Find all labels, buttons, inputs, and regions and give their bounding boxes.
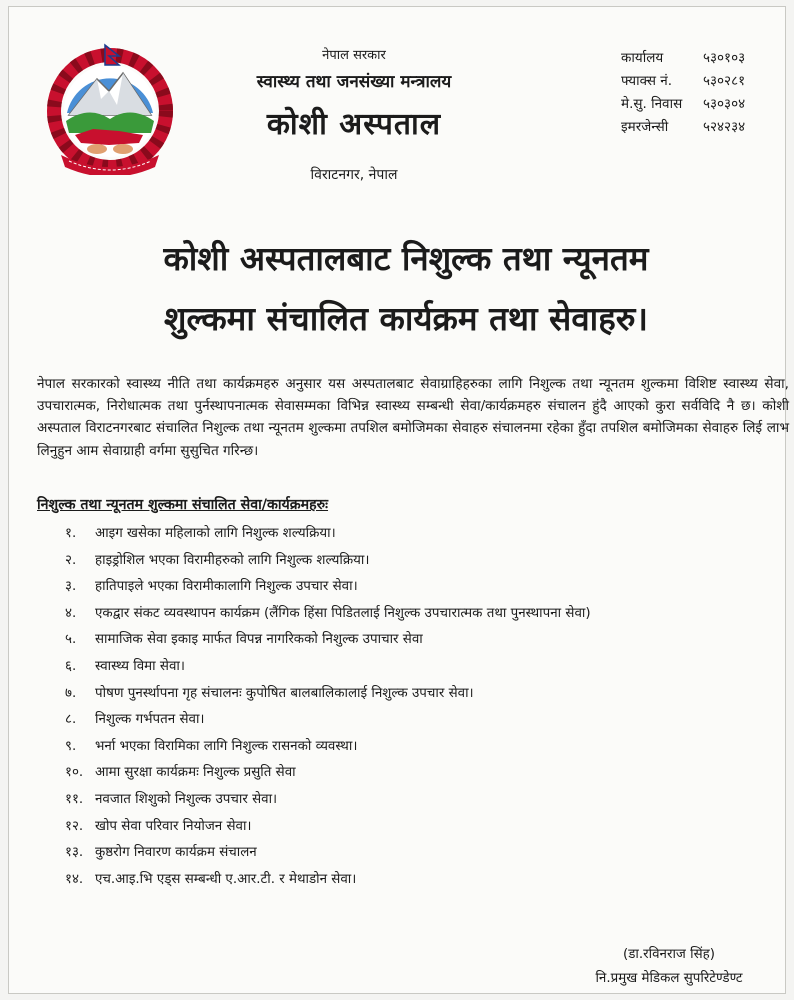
item-number: ९. — [65, 738, 77, 754]
contact-label: कार्यालय — [621, 50, 664, 66]
hospital-name: कोशी अस्पताल — [266, 107, 442, 142]
item-text: कुष्ठरोग निवारण कार्यक्रम संचालन — [95, 845, 257, 861]
item-text: आमा सुरक्षा कार्यक्रमः निशुल्क प्रसुति सेवा — [95, 765, 296, 781]
item-number: १. — [65, 526, 77, 541]
contact-value: ५३०२८१ — [703, 73, 746, 89]
item-text: आइग खसेका महिलाको लागि निशुल्क शल्यक्रिया। — [95, 526, 336, 541]
intro-paragraph: नेपाल सरकारको स्वास्थ्य नीति तथा कार्यक्रमहरु अनुसार यस अस्पतालबाट सेवाग्राहिहरुका लागि निशुल्क तथा न्यूनतम शुल्कमा विशिष्ट स्वास्थ्य सेवा, उपचारात्मक, निरोधात्मक तथा पुर्नस्थापनात्मक सेवासम्मका विभिन्न स्वास्थ्य सम्बन्धी सेवा/कार्यक्रमहरु संचालन हुंदै आएको कुरा सर्वविदि नै छ। कोशी अस्पताल विराटनगरबाट संचालित निशुल्क तथा न्यूनतम शुल्कमा तपशिल बमोजिमका सेवाहरु संचालनमा रहेका हुँदा तपशिल बमोजिमका सेवाहरु लिई लाभ लिनुहुन आम सेवाग्राही वर्गमा सुसुचित गरिन्छ। — [37, 375, 789, 459]
nepal-government-emblem-icon — [39, 43, 181, 175]
list-item — [65, 787, 785, 814]
contact-value: ५३०१०३ — [703, 50, 746, 66]
item-text: निशुल्क गर्भपतन सेवा। — [95, 712, 205, 728]
item-text: स्वास्थ्य विमा सेवा। — [95, 658, 185, 674]
contact-label: इमरजेन्सी — [621, 119, 669, 135]
item-text: एकद्वार संकट व्यवस्थापन कार्यक्रम (लैंगिक हिंसा पिडितलाई निशुल्क उपचारात्मक तथा पुनस्थापना सेवा) — [95, 605, 591, 621]
contact-row-fax — [621, 70, 791, 93]
notice-document — [8, 6, 789, 994]
list-item — [65, 840, 785, 867]
list-item — [65, 760, 785, 787]
list-item — [65, 574, 785, 601]
signature-block — [569, 943, 769, 991]
item-number: ३. — [65, 579, 77, 595]
contact-value: ५२४२३४ — [703, 119, 746, 135]
item-text: नवजात शिशुको निशुल्क उपचार सेवा। — [95, 791, 278, 807]
list-item — [65, 521, 785, 548]
services-list — [65, 521, 785, 893]
list-item — [65, 681, 785, 708]
list-item — [65, 627, 785, 654]
notice-title-line-2: शुल्कमा संचालित कार्यक्रम तथा सेवाहरु। — [164, 299, 648, 338]
item-text: हाइड्रोशिल भएका विरामीहरुको लागि निशुल्क शल्यक्रिया। — [95, 552, 370, 568]
letterhead — [199, 45, 509, 184]
services-heading: निशुल्क तथा न्यूनतम शुल्कमा संचालित सेवा/कार्यक्रमहरुः — [37, 497, 329, 513]
item-number: २. — [65, 552, 77, 568]
signatory-designation: नि.प्रमुख मेडिकल सुपरिटेण्डेण्ट — [595, 971, 743, 986]
item-number: ७. — [65, 685, 77, 701]
notice-title — [29, 229, 783, 349]
item-number: ५. — [65, 632, 77, 648]
contact-row-office — [621, 47, 791, 70]
hospital-address: विराटनगर, नेपाल — [310, 167, 398, 183]
item-number: ४. — [65, 605, 77, 621]
item-text: भर्ना भएका विरामिका लागि निशुल्क रासनको व्यवस्था। — [95, 738, 358, 754]
ministry-name: स्वास्थ्य तथा जनसंख्या मन्त्रालय — [256, 72, 452, 92]
list-item — [65, 707, 785, 734]
item-text: पोषण पुनर्स्थापना गृह संचालनः कुपोषित बालबालिकालाई निशुल्क उपचार सेवा। — [95, 685, 474, 701]
contact-numbers — [621, 47, 791, 139]
contact-row-residence — [621, 93, 791, 116]
contact-label: मे.सु. निवास — [621, 96, 683, 112]
list-item — [65, 734, 785, 761]
item-text: एच.आइ.भि एड्स सम्बन्धी ए.आर.टी. र मेथाडोन सेवा। — [95, 871, 357, 887]
contact-value: ५३०३०४ — [703, 96, 746, 112]
item-number: १४. — [65, 871, 84, 887]
notice-title-line-1: कोशी अस्पतालबाट निशुल्क तथा न्यूनतम — [163, 239, 649, 278]
item-text: खोप सेवा परिवार नियोजन सेवा। — [95, 818, 252, 834]
list-item — [65, 654, 785, 681]
contact-label: फ्याक्स नं. — [621, 73, 673, 89]
item-text: हातिपाइले भएका विरामीकालागि निशुल्क उपचार सेवा। — [95, 579, 358, 595]
list-item — [65, 601, 785, 628]
item-text: सामाजिक सेवा इकाइ मार्फत विपन्न नागरिकको निशुल्क उपाचार सेवा — [95, 632, 423, 648]
item-number: ८. — [65, 712, 77, 728]
government-name: नेपाल सरकार — [322, 48, 386, 63]
signatory-name: (डा.रविनराज सिंह) — [623, 947, 715, 962]
contact-row-emergency — [621, 116, 791, 139]
item-number: १२. — [65, 818, 84, 834]
list-item — [65, 814, 785, 841]
list-item — [65, 548, 785, 575]
list-item — [65, 867, 785, 894]
item-number: ६. — [65, 658, 77, 674]
item-number: १३. — [65, 845, 84, 861]
item-number: ११. — [65, 791, 84, 807]
item-number: १०. — [65, 765, 84, 781]
